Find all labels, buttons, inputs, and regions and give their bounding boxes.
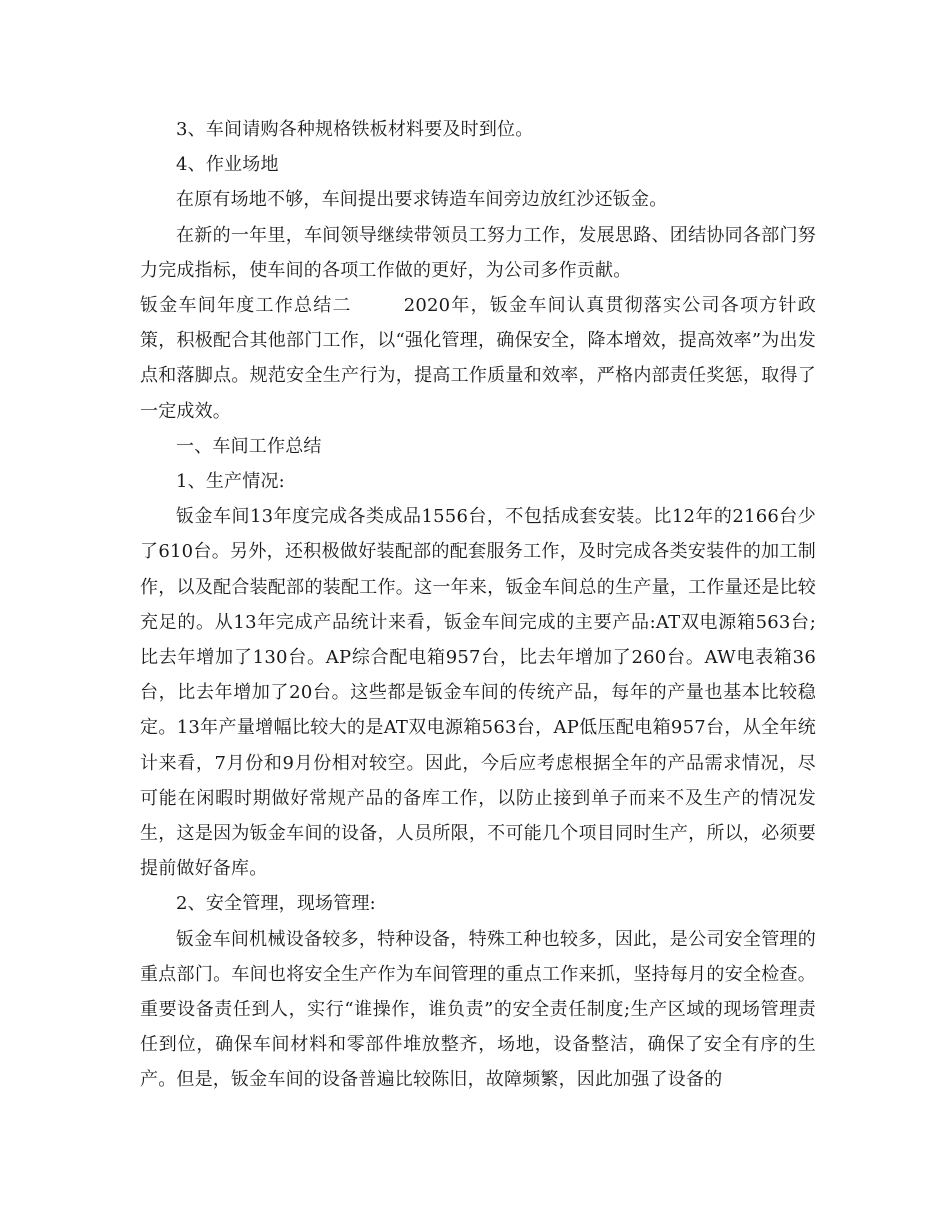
paragraph-item-3: 3、车间请购各种规格铁板材料要及时到位。 xyxy=(176,119,534,140)
paragraph-new-year: 在新的一年里，车间领导继续带领员工努力工作，发展思路、团结协同各部门努力完成指标，使车间的各项工作做的更好，为公司多作贡献。 xyxy=(140,224,816,281)
paragraph-safety: 钣金车间机械设备较多，特种设备，特殊工种也较多，因此，是公司安全管理的重点部门。车间也将安全生产作为车间管理的重点工作来抓，坚持每月的安全检查。重要设备责任到人，实行“谁操作，谁负责”的安全责任制度;生产区域的现场管理责任到位，确保车间材料和零部件堆放整齐，场地，设备整洁，确保了安全有序的生产。但是，钣金车间的设备普遍比较陈旧，故障频繁，因此加强了设备的 xyxy=(140,928,816,1091)
paragraph-item-4-heading: 4、作业场地 xyxy=(176,154,279,176)
section-title: 钣金车间年度工作总结二 xyxy=(140,295,352,317)
section-paragraph xyxy=(140,288,816,429)
heading-workshop-summary: 一、车间工作总结 xyxy=(176,435,322,457)
document-body xyxy=(140,112,816,1098)
paragraph-production: 钣金车间13年度完成各类成品1556台，不包括成套安装。比12年的2166台少了610台。另外，还积极做好装配部的配套服务工作，及时完成各类安装件的加工制作，以及配合装配部的装配工作。这一年来，钣金车间总的生产量，工作量还是比较充足的。从13年完成产品统计来看，钣金车间完成的主要产品:AT双电源箱563台;比去年增加了130台。AP综合配电箱957台，比去年增加了260台。AW电表箱36台，比去年增加了20台。这些都是钣金车间的传统产品，每年的产量也基本比较稳定。13年产量增幅比较大的是AT双电源箱563台，AP低压配电箱957台，从全年统计来看，7月份和9月份相对较空。因此，今后应考虑根据全年的产品需求情况，尽可能在闲暇时期做好常规产品的备库工作，以防止接到单子而来不及生产的情况发生，这是因为钣金车间的设备，人员所限，不可能几个项目同时生产，所以，必须要提前做好备库。 xyxy=(140,506,816,880)
heading-safety: 2、安全管理，现场管理: xyxy=(176,893,376,915)
heading-production: 1、生产情况: xyxy=(176,471,285,493)
paragraph-site: 在原有场地不够，车间提出要求铸造车间旁边放红沙还钣金。 xyxy=(176,189,668,211)
section-intro: 2020年，钣金车间认真贯彻落实公司各项方针政策，积极配合其他部门工作，以“强化管理，确保安全，降本增效，提高效率”为出发点和落脚点。规范安全生产行为，提高工作质量和效率，严格内部责任奖惩，取得了一定成效。 xyxy=(140,295,816,422)
